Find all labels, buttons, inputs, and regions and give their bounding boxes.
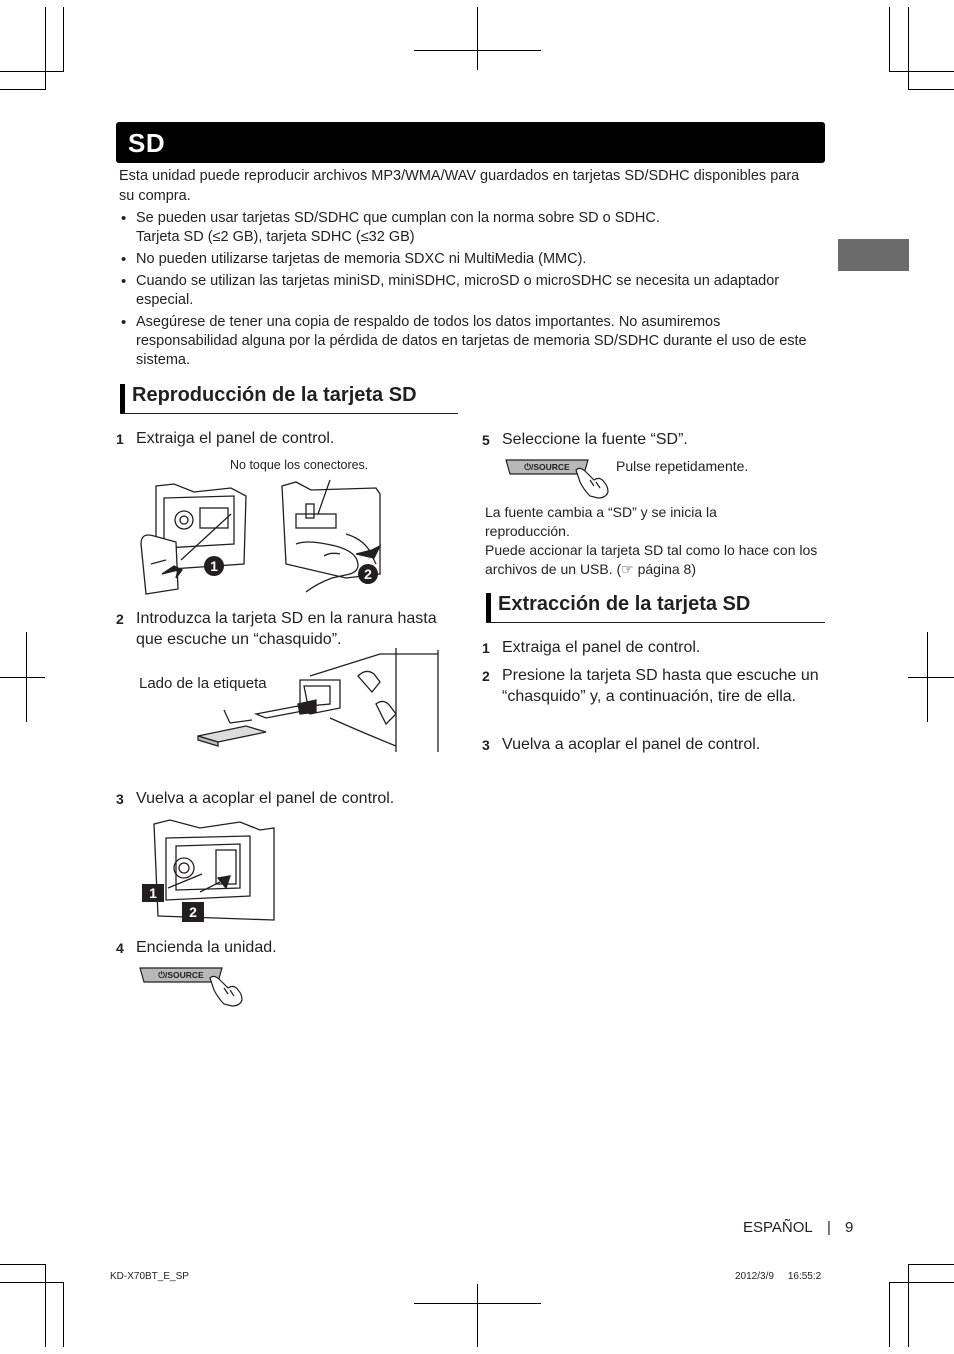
callout-1: 1 — [210, 558, 218, 574]
list-item: • Asegúrese de tener una copia de respaldo de todos los datos importantes. No asumiremos responsabilidad alguna por la pérdida de datos en tarjetas de memoria SD/SDHC durante el uso de este sistema. — [119, 313, 819, 370]
insert-card-illustration — [190, 648, 442, 754]
remove-panel-illustration — [136, 474, 386, 598]
label-side-caption: Lado de la etiqueta — [139, 675, 267, 692]
title-bar — [116, 122, 825, 163]
source-button[interactable] — [138, 964, 248, 1008]
usb-operation-note: Puede accionar la tarjeta SD tal como lo hace con los archivos de un USB. (☞ página 8) — [485, 542, 818, 577]
list-item: • No pueden utilizarse tarjetas de memoria SDXC ni MultiMedia (MMC). — [119, 250, 819, 269]
intro-text: Esta unidad puede reproducir archivos MP3/WMA/WAV guardados en tarjetas SD/SDHC disponibles para su compra. — [119, 168, 800, 204]
page-number: 9 — [845, 1219, 854, 1236]
footer-language: ESPAÑOL — [743, 1219, 813, 1236]
footer-separator: | — [827, 1219, 831, 1236]
pointing-hand-icon — [210, 976, 242, 1006]
bullet-list — [119, 209, 819, 373]
source-button-label: ⏻/SOURCE — [524, 462, 570, 472]
list-item: • Se pueden usar tarjetas SD/SDHC que cumplan con la norma sobre SD o SDHC. Tarjeta SD (≤2 GB), tarjeta SDHC (≤32 GB) — [119, 209, 819, 247]
pointing-hand-icon — [576, 468, 608, 498]
source-button-label: ⏻/SOURCE — [158, 970, 204, 980]
section-heading-extraccion: Extracción de la tarjeta SD — [486, 592, 825, 623]
print-timestamp: 2012/3/9 16:55:2 — [735, 1271, 822, 1282]
language-tab — [838, 239, 909, 271]
callout-1: 1 — [149, 885, 157, 901]
list-item: • Cuando se utilizan las tarjetas miniSD, miniSDHC, microSD o microSDHC se necesita un adaptador especial. — [119, 272, 819, 310]
page-title: SD — [128, 128, 166, 158]
section-heading-reproduccion: Reproducción de la tarjeta SD — [120, 383, 458, 414]
document-code: KD-X70BT_E_SP — [110, 1271, 189, 1282]
press-repeatedly-note: Pulse repetidamente. — [616, 458, 749, 474]
source-change-note: La fuente cambia a “SD” y se inicia la reproducción. — [485, 504, 717, 539]
callout-2: 2 — [364, 566, 372, 582]
callout-2: 2 — [189, 904, 197, 920]
source-button[interactable] — [504, 456, 614, 500]
reattach-panel-illustration — [140, 816, 280, 926]
note-connectors: No toque los conectores. — [230, 458, 369, 472]
